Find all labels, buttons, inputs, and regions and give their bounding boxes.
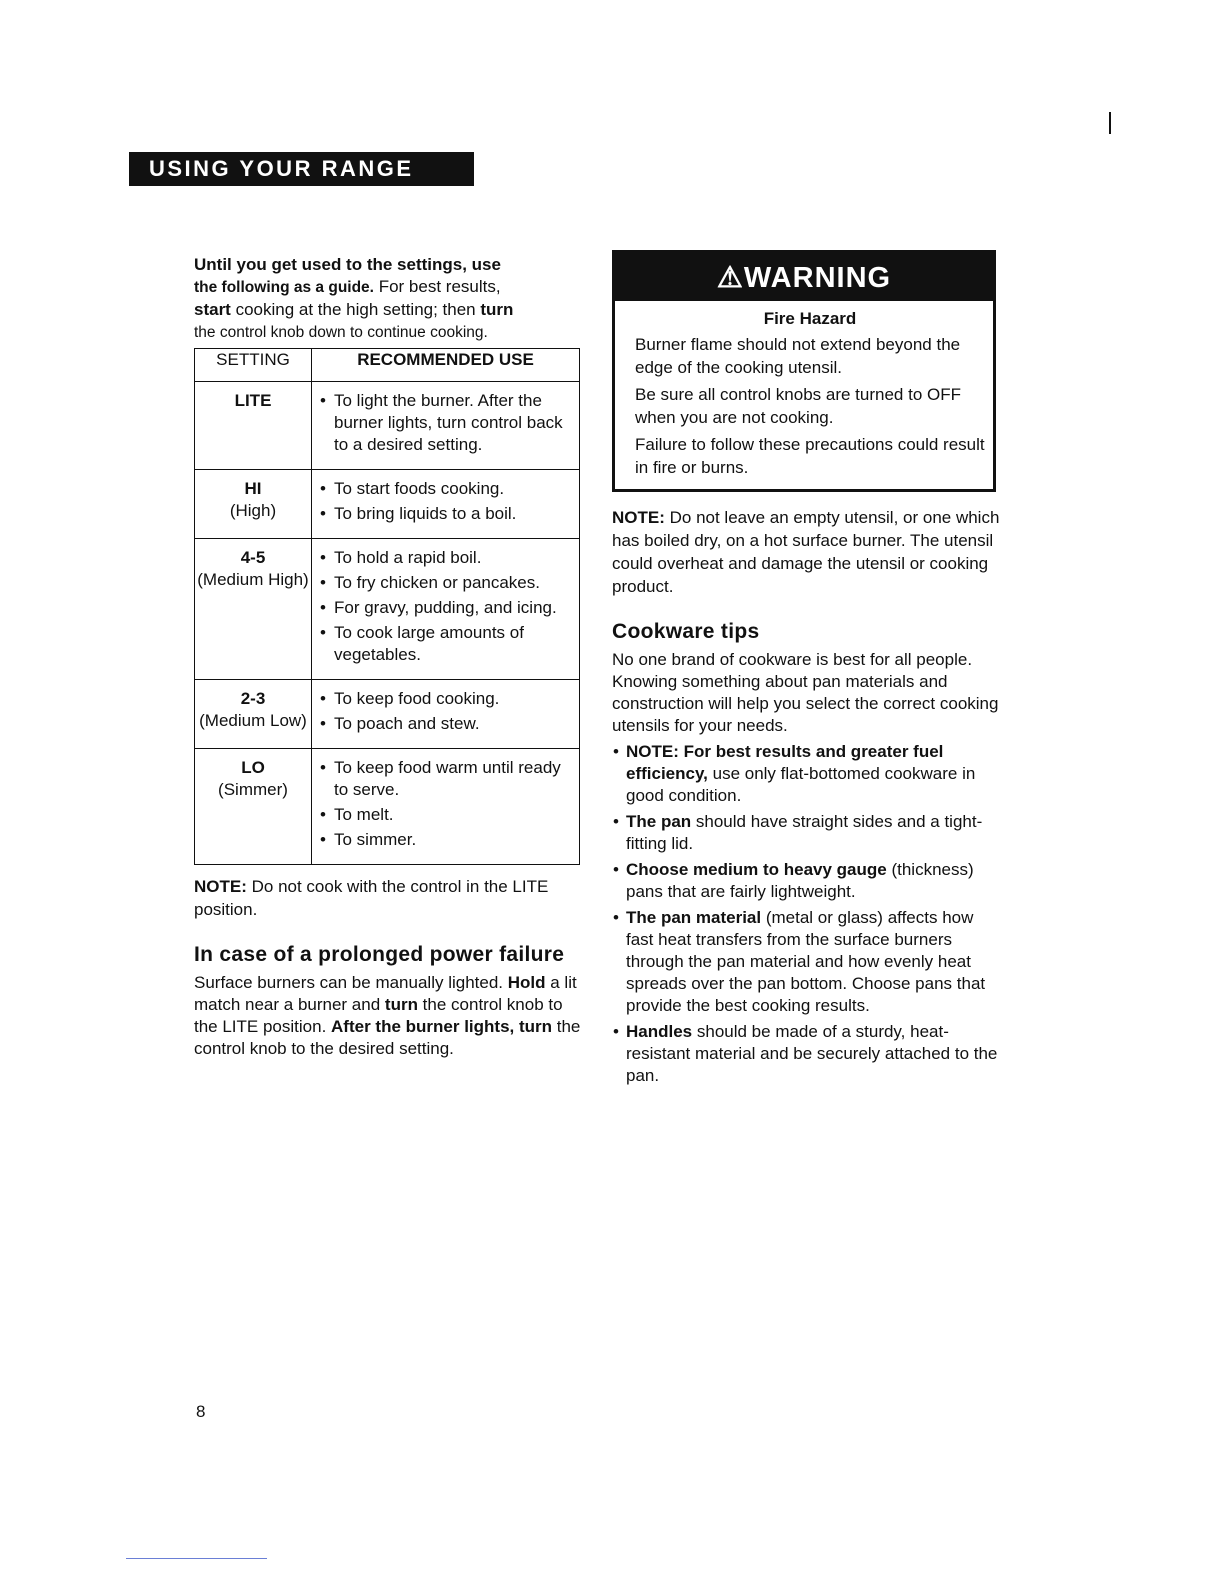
power-failure-text <box>194 972 584 1060</box>
intro-line1: Until you get used to the settings, use <box>194 255 501 274</box>
note-lite <box>194 875 584 921</box>
recommended-use-cell <box>312 749 580 865</box>
header-recommended-use: RECOMMENDED USE <box>312 349 580 382</box>
note-lite-label: NOTE: <box>194 877 247 896</box>
intro-text2: For best results, <box>373 277 501 296</box>
pf-t1: Surface burners can be manually lighted. <box>194 973 508 992</box>
setting-description: (Medium High) <box>197 570 309 589</box>
intro-text3: cooking at the high setting; then <box>230 300 481 319</box>
tip-lead: The pan material <box>626 908 762 927</box>
use-item: • To hold a rapid boil. <box>318 547 577 569</box>
use-item: • To light the burner. After the burner lights, turn control back to a desired setting. <box>318 390 577 456</box>
setting-code: 2-3 <box>240 689 266 708</box>
warning-box <box>612 250 996 492</box>
cookware-tip <box>612 741 1002 807</box>
intro-text <box>194 254 584 344</box>
margin-mark <box>1109 112 1111 134</box>
table-row <box>195 539 580 680</box>
intro-bold2: the following as a guide. <box>194 279 374 296</box>
note-empty-utensil <box>612 506 1002 598</box>
setting-description: (High) <box>229 501 277 520</box>
warning-p1: Burner flame should not extend beyond the edge of the cooking utensil. <box>635 335 961 377</box>
pf-t2: a lit match near a burner and <box>194 973 577 1014</box>
pf-b3: After the burner lights, turn <box>331 1017 553 1036</box>
pf-b1: Hold <box>507 973 546 992</box>
warning-triangle-icon: ⚠ <box>716 262 744 294</box>
cookware-tip <box>612 907 1002 1017</box>
tip-text: (thickness) pans that are fairly lightweight. <box>626 860 974 901</box>
table-row <box>195 470 580 539</box>
tip-lead: NOTE: For best results and greater fuel efficiency, <box>626 742 944 783</box>
warning-p3: Failure to follow these precautions could result in fire or burns. <box>635 435 985 477</box>
tip-lead: Handles <box>626 1022 693 1041</box>
intro-bold3b: turn <box>480 300 514 319</box>
warning-subtitle: Fire Hazard <box>763 309 857 328</box>
recommended-use-cell <box>312 539 580 680</box>
use-item: • To bring liquids to a boil. <box>318 503 577 525</box>
setting-cell <box>195 382 312 470</box>
setting-cell <box>195 749 312 865</box>
tip-text: use only flat-bottomed cookware in good condition. <box>626 764 976 805</box>
left-column <box>194 254 584 1060</box>
cookware-tip <box>612 1021 1002 1087</box>
pf-t3: the control knob to the LITE position. <box>194 995 563 1036</box>
use-item: • To keep food warm until ready to serve. <box>318 757 577 801</box>
use-item: • To keep food cooking. <box>318 688 577 710</box>
setting-cell <box>195 539 312 680</box>
use-item: • To simmer. <box>318 829 577 851</box>
use-item: • To fry chicken or pancakes. <box>318 572 577 594</box>
recommended-use-cell <box>312 382 580 470</box>
setting-code: HI <box>244 479 262 498</box>
use-item: • To start foods cooking. <box>318 478 577 500</box>
note-empty-text: Do not leave an empty utensil, or one which has boiled dry, on a hot surface burner. The utensil could overheat and damage the utensil or cooking product. <box>612 508 1000 596</box>
tip-text: (metal or glass) affects how fast heat transfers from the surface burners through the pan material and how evenly heat spreads over the pan bottom. Choose pans that provide the best cooking results. <box>626 908 986 1015</box>
use-item: • To poach and stew. <box>318 713 577 735</box>
note-lite-text: Do not cook with the control in the LITE position. <box>194 877 549 919</box>
warning-body <box>615 301 993 489</box>
page-number: 8 <box>196 1402 206 1421</box>
tip-text: should be made of a sturdy, heat-resistant material and be securely attached to the pan. <box>626 1022 998 1085</box>
setting-code: LO <box>241 758 265 777</box>
table-row <box>195 382 580 470</box>
power-failure-heading: In case of a prolonged power failure <box>194 943 565 966</box>
setting-code: LITE <box>234 391 272 410</box>
table-row <box>195 680 580 749</box>
bottom-rule <box>126 1558 267 1559</box>
setting-description: (Simmer) <box>218 780 288 799</box>
note-empty-label: NOTE: <box>612 508 665 527</box>
table-header-row <box>195 349 580 382</box>
setting-description: (Medium Low) <box>199 711 307 730</box>
settings-table <box>194 348 580 865</box>
pf-t4: the control knob to the desired setting. <box>194 1017 581 1058</box>
table-row <box>195 749 580 865</box>
section-title: USING YOUR RANGE <box>129 152 474 186</box>
setting-cell <box>195 680 312 749</box>
recommended-use-cell <box>312 470 580 539</box>
tip-text: should have straight sides and a tight-fitting lid. <box>626 812 983 853</box>
cookware-tips-list <box>612 741 1002 1087</box>
intro-text4: the control knob down to continue cooking. <box>194 324 488 341</box>
tip-lead: The pan <box>626 812 692 831</box>
tip-lead: Choose medium to heavy gauge <box>626 860 887 879</box>
warning-header <box>615 253 993 301</box>
pf-b2: turn <box>384 995 418 1014</box>
use-item: • To cook large amounts of vegetables. <box>318 622 577 666</box>
right-column <box>612 250 1002 1091</box>
use-item: • To melt. <box>318 804 577 826</box>
cookware-tip <box>612 811 1002 855</box>
cookware-intro: No one brand of cookware is best for all people. Knowing something about pan materials and construction will help you select the correct cooking utensils for your needs. <box>612 650 999 735</box>
recommended-use-cell <box>312 680 580 749</box>
warning-p2: Be sure all control knobs are turned to OFF when you are not cooking. <box>635 385 961 427</box>
use-item: • For gravy, pudding, and icing. <box>318 597 577 619</box>
setting-code: 4-5 <box>240 548 266 567</box>
setting-cell <box>195 470 312 539</box>
cookware-tip <box>612 859 1002 903</box>
warning-title: WARNING <box>743 262 892 294</box>
intro-bold3: start <box>194 300 231 319</box>
header-setting: SETTING <box>195 349 312 382</box>
cookware-heading: Cookware tips <box>612 620 760 643</box>
